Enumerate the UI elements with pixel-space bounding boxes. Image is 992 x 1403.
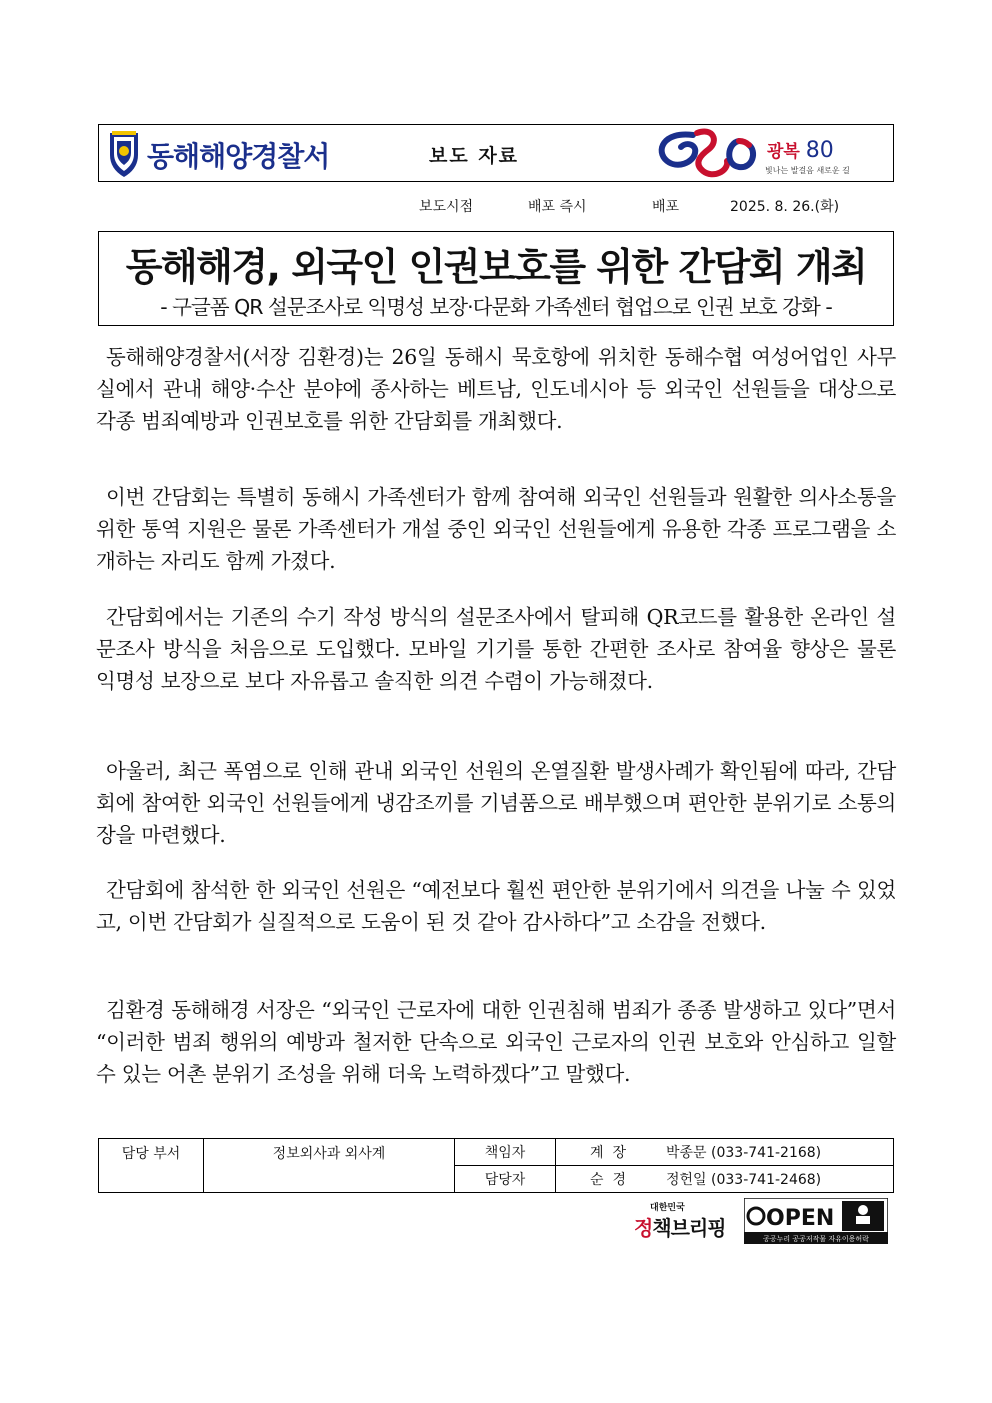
body-paragraph-5: 간담회에 참석한 한 외국인 선원은 “예전보다 훨씬 편안한 분위기에서 의견을 나눌 수 있었고, 이번 간담회가 실질적으로 도움이 된 것 같아 감사하다”고 소감을 전했다. — [96, 878, 896, 934]
title-box — [98, 231, 894, 326]
briefing-main-text: 정책브리핑 — [634, 1216, 726, 1240]
contact-table — [98, 1138, 894, 1193]
open-label: OPEN — [766, 1206, 835, 1231]
open-sub: 공공누리 공공저작물 자유이용허락 — [763, 1235, 869, 1243]
contact-person: 정헌일 (033-741-2468) — [660, 1166, 894, 1193]
body-paragraph-3: 간담회에서는 기존의 수기 작성 방식의 설문조사에서 탈피해 QR코드를 활용한 온라인 설문조사 방식을 처음으로 도입했다. 모바일 기기를 통한 간편한 조사로 참여율 향상은 물론 익명성 보장으로 보다 자유롭고 솔직한 의견 수렴이 가능해졌다. — [96, 605, 896, 693]
body-paragraph-4: 아울러, 최근 폭염으로 인해 관내 외국인 선원의 온열질환 발생사례가 확인됨에 따라, 간담회에 참여한 외국인 선원들에게 냉감조끼를 기념품으로 배부했으며 편안한 분위기로 소통의 장을 마련했다. — [96, 759, 896, 847]
dept-label: 담당 부서 — [99, 1139, 204, 1193]
contact-person: 박종문 (033-741-2168) — [660, 1139, 894, 1166]
header-box — [98, 124, 894, 182]
release-date: 2025. 8. 26.(화) — [730, 199, 840, 215]
contact-rank: 순 경 — [556, 1166, 661, 1193]
contact-role: 책임자 — [455, 1139, 556, 1166]
body-paragraph-2: 이번 간담회는 특별히 동해시 가족센터가 함께 참여해 외국인 선원들과 원활한 의사소통을 위한 통역 지원은 물론 가족센터가 개설 중인 외국인 선원들에게 유용한 각종 프로그램을 소개하는 자리도 함께 가졌다. — [96, 485, 896, 573]
release-timing: 배포 즉시 — [528, 199, 587, 215]
headline: 동해해경, 외국인 인권보호를 위한 간담회 개최 — [125, 245, 867, 289]
kogl-open-license-icon — [744, 1198, 888, 1244]
contact-role: 담당자 — [455, 1166, 556, 1193]
anniversary-subtitle: 빛나는 발걸음 새로운 길 — [765, 166, 850, 175]
distribution-label: 배포 — [652, 199, 680, 215]
body-paragraph-1: 동해해양경찰서(서장 김환경)는 26일 동해시 묵호항에 위치한 동해수협 여성어업인 사무실에서 관내 해양·수산 분야에 종사하는 베트남, 인도네시아 등 외국인 선원들을 대상으로 각종 범죄예방과 인권보호를 위한 간담회를 개최했다. — [96, 345, 896, 433]
policy-briefing-logo — [634, 1200, 738, 1244]
agency-name: 동해해양경찰서 — [147, 140, 330, 173]
doc-type: 보도 자료 — [429, 145, 520, 167]
dept-name: 정보외사과 외사계 — [204, 1139, 455, 1193]
coast-guard-emblem-icon — [107, 129, 141, 179]
briefing-rest: 책브리핑 — [652, 1216, 726, 1240]
table-row — [99, 1139, 894, 1166]
liberation-80-logo-icon — [653, 127, 765, 181]
contact-rank: 계 장 — [556, 1139, 661, 1166]
anniversary-title: 광복 80 — [767, 138, 834, 163]
release-label: 보도시점 — [419, 199, 474, 215]
subheadline: - 구글폼 QR 설문조사로 익명성 보장·다문화 가족센터 협업으로 인권 보호 강화 - — [160, 295, 832, 319]
briefing-top-text: 대한민국 — [650, 1203, 685, 1213]
body-paragraph-6: 김환경 동해해경 서장은 “외국인 근로자에 대한 인권침해 범죄가 종종 발생하고 있다”면서 “이러한 범죄 행위의 예방과 철저한 단속으로 외국인 근로자의 인권 보호와 안심하고 일할 수 있는 어촌 분위기 조성을 위해 더욱 노력하겠다”고 말했다. — [96, 998, 896, 1086]
